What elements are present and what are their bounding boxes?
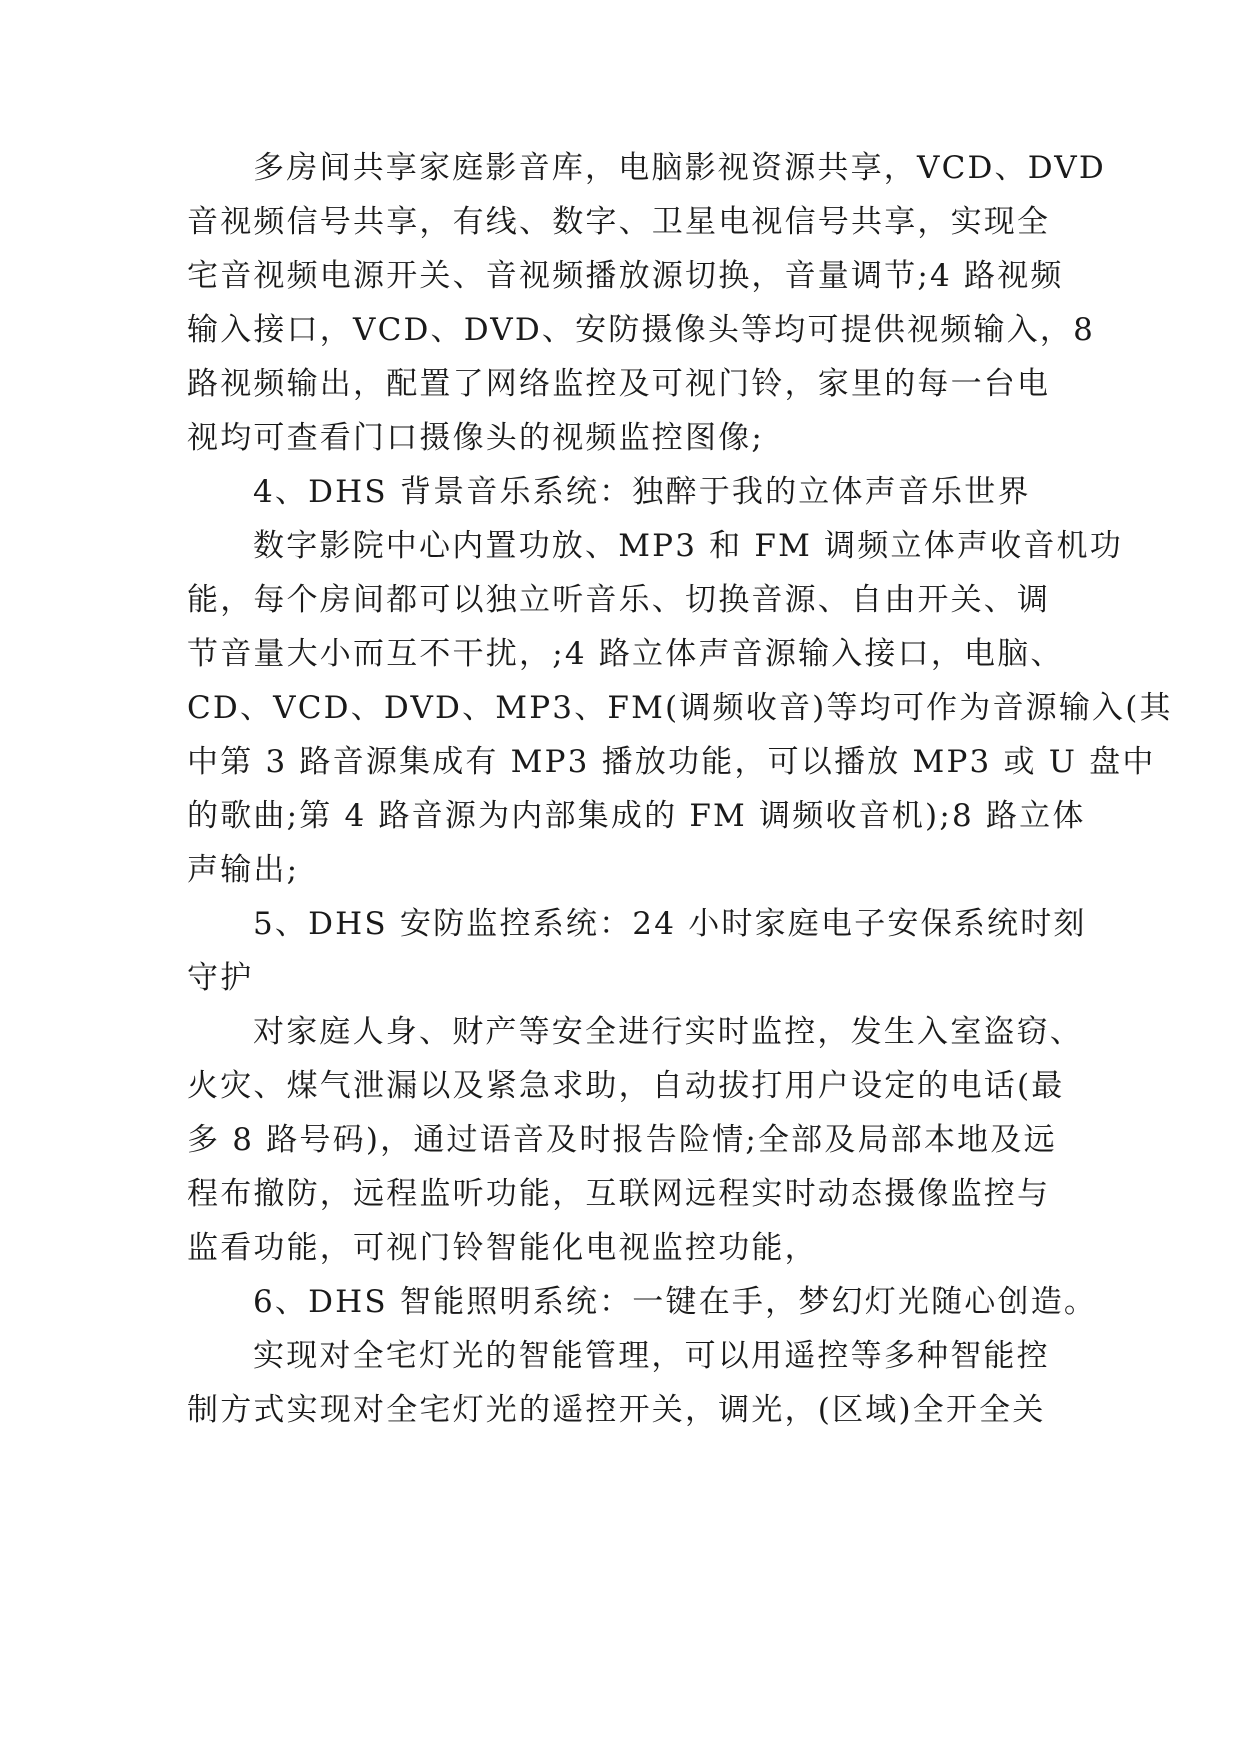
paragraph-line: 多房间共享家庭影音库，电脑影视资源共享，VCD、DVD <box>253 150 1106 186</box>
section-heading: 6、DHS 智能照明系统：一键在手，梦幻灯光随心创造。 <box>253 1284 1098 1320</box>
paragraph-line: 中第 3 路音源集成有 MP3 播放功能，可以播放 MP3 或 U 盘中 <box>187 744 1156 780</box>
section-heading: 4、DHS 背景音乐系统：独醉于我的立体声音乐世界 <box>253 474 1031 510</box>
section-heading-continuation: 守护 <box>187 960 254 996</box>
paragraph-line: 能，每个房间都可以独立听音乐、切换音源、自由开关、调 <box>187 582 1051 618</box>
paragraph-line: 路视频输出，配置了网络监控及可视门铃，家里的每一台电 <box>187 366 1051 402</box>
paragraph-line: 程布撤防，远程监听功能，互联网远程实时动态摄像监控与 <box>187 1176 1051 1212</box>
section-heading: 5、DHS 安防监控系统：24 小时家庭电子安保系统时刻 <box>253 906 1087 942</box>
paragraph-line: 实现对全宅灯光的智能管理，可以用遥控等多种智能控 <box>253 1338 1050 1374</box>
paragraph-line: 监看功能，可视门铃智能化电视监控功能， <box>187 1230 818 1266</box>
paragraph-line: 节音量大小而互不干扰，;4 路立体声音源输入接口，电脑、 <box>187 636 1064 672</box>
paragraph-line: 声输出; <box>187 852 300 888</box>
paragraph-line: 多 8 路号码)，通过语音及时报告险情;全部及局部本地及远 <box>187 1122 1057 1158</box>
paragraph-line: 的歌曲;第 4 路音源为内部集成的 FM 调频收音机);8 路立体 <box>187 798 1086 834</box>
paragraph-line: 制方式实现对全宅灯光的遥控开关，调光，(区域)全开全关 <box>187 1392 1046 1428</box>
paragraph-line: 数字影院中心内置功放、MP3 和 FM 调频立体声收音机功 <box>253 528 1123 564</box>
paragraph-line: 对家庭人身、财产等安全进行实时监控，发生入室盗窃、 <box>253 1014 1083 1050</box>
paragraph-line: 视均可查看门口摄像头的视频监控图像; <box>187 420 765 456</box>
paragraph-line: 输入接口，VCD、DVD、安防摄像头等均可提供视频输入，8 <box>187 312 1096 348</box>
paragraph-line: 宅音视频电源开关、音视频播放源切换，音量调节;4 路视频 <box>187 258 1064 294</box>
paragraph-line: 火灾、煤气泄漏以及紧急求助，自动拔打用户设定的电话(最 <box>187 1068 1065 1104</box>
paragraph-line: 音视频信号共享，有线、数字、卫星电视信号共享，实现全 <box>187 204 1051 240</box>
paragraph-line: CD、VCD、DVD、MP3、FM(调频收音)等均可作为音源输入(其 <box>187 690 1173 726</box>
